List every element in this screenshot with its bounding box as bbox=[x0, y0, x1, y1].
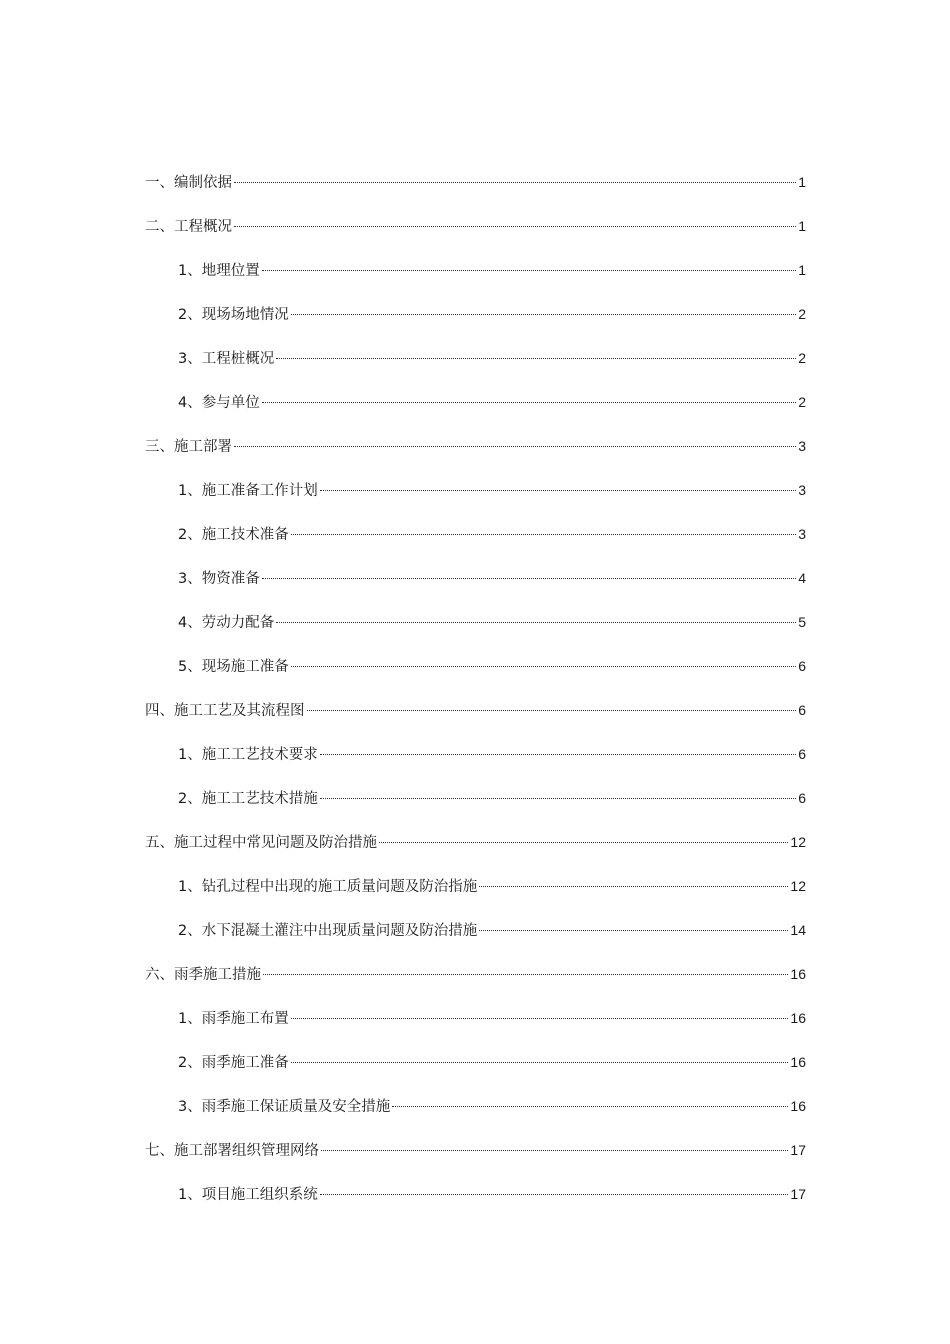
toc-entry[interactable] bbox=[145, 256, 806, 300]
toc-page-number: 2 bbox=[798, 306, 806, 322]
toc-entry[interactable] bbox=[145, 388, 806, 432]
toc-entry[interactable] bbox=[145, 564, 806, 608]
toc-entry-title: 七、施工部署组织管理网络 bbox=[145, 1143, 319, 1159]
toc-dot-leader bbox=[307, 710, 797, 711]
toc-dot-leader bbox=[291, 1062, 789, 1063]
toc-entry-title: 四、施工工艺及其流程图 bbox=[145, 703, 305, 719]
toc-entry[interactable] bbox=[145, 1136, 806, 1180]
toc-dot-leader bbox=[234, 226, 796, 227]
toc-dot-leader bbox=[479, 886, 788, 887]
toc-page-number: 5 bbox=[798, 614, 806, 630]
toc-page-number: 4 bbox=[798, 570, 806, 586]
toc-dot-leader bbox=[320, 1194, 789, 1195]
toc-entry[interactable] bbox=[145, 872, 806, 916]
toc-page-number: 2 bbox=[798, 350, 806, 366]
toc-entry-title: 三、施工部署 bbox=[145, 439, 232, 455]
toc-entry[interactable] bbox=[145, 344, 806, 388]
toc-page-number: 14 bbox=[790, 922, 806, 938]
toc-dot-leader bbox=[291, 1018, 789, 1019]
toc-entry-title: 2、水下混凝土灌注中出现质量问题及防治措施 bbox=[178, 923, 478, 939]
toc-entry[interactable] bbox=[145, 1180, 806, 1224]
toc-page-number: 16 bbox=[790, 1054, 806, 1070]
toc-page-number: 6 bbox=[798, 790, 806, 806]
toc-entry[interactable] bbox=[145, 740, 806, 784]
toc-page-number: 16 bbox=[790, 966, 806, 982]
toc-dot-leader bbox=[276, 622, 796, 623]
toc-entry[interactable] bbox=[145, 1004, 806, 1048]
toc-entry-title: 3、工程桩概况 bbox=[178, 351, 275, 367]
toc-dot-leader bbox=[320, 490, 796, 491]
toc-page-number: 3 bbox=[798, 526, 806, 542]
toc-dot-leader bbox=[234, 446, 796, 447]
toc-entry-title: 5、现场施工准备 bbox=[178, 659, 289, 675]
toc-dot-leader bbox=[262, 402, 796, 403]
toc-page-number: 6 bbox=[798, 746, 806, 762]
toc-page-number: 3 bbox=[798, 438, 806, 454]
toc-page-number: 12 bbox=[790, 878, 806, 894]
toc-entry-title: 2、雨季施工准备 bbox=[178, 1055, 289, 1071]
toc-entry-title: 2、施工技术准备 bbox=[178, 527, 289, 543]
toc-entry[interactable] bbox=[145, 168, 806, 212]
toc-dot-leader bbox=[379, 842, 788, 843]
toc-dot-leader bbox=[291, 666, 796, 667]
toc-page-number: 3 bbox=[798, 482, 806, 498]
toc-dot-leader bbox=[321, 1150, 788, 1151]
toc-entry-title: 1、项目施工组织系统 bbox=[178, 1187, 318, 1203]
toc-entry[interactable] bbox=[145, 960, 806, 1004]
toc-entry[interactable] bbox=[145, 1048, 806, 1092]
toc-page-number: 6 bbox=[798, 702, 806, 718]
toc-entry[interactable] bbox=[145, 652, 806, 696]
toc-dot-leader bbox=[234, 182, 796, 183]
toc-entry-title: 3、雨季施工保证质量及安全措施 bbox=[178, 1099, 391, 1115]
toc-dot-leader bbox=[262, 270, 796, 271]
toc-dot-leader bbox=[291, 314, 796, 315]
toc-page-number: 16 bbox=[790, 1010, 806, 1026]
toc-entry-title: 1、施工工艺技术要求 bbox=[178, 747, 318, 763]
toc-dot-leader bbox=[479, 930, 788, 931]
toc-entry[interactable] bbox=[145, 608, 806, 652]
toc-entry[interactable] bbox=[145, 784, 806, 828]
toc-entry-title: 3、物资准备 bbox=[178, 571, 260, 587]
toc-entry[interactable] bbox=[145, 300, 806, 344]
toc-entry[interactable] bbox=[145, 432, 806, 476]
toc-entry-title: 六、雨季施工措施 bbox=[145, 967, 261, 983]
toc-entry-title: 4、劳动力配备 bbox=[178, 615, 275, 631]
toc-entry-title: 2、施工工艺技术措施 bbox=[178, 791, 318, 807]
toc-entry[interactable] bbox=[145, 212, 806, 256]
toc-entry-title: 1、钻孔过程中出现的施工质量问题及防治指施 bbox=[178, 879, 478, 895]
toc-entry-title: 1、地理位置 bbox=[178, 263, 260, 279]
toc-page-number: 1 bbox=[798, 262, 806, 278]
toc-entry-title: 2、现场场地情况 bbox=[178, 307, 289, 323]
toc-page-number: 17 bbox=[790, 1142, 806, 1158]
toc-page-number: 12 bbox=[790, 834, 806, 850]
toc-dot-leader bbox=[262, 578, 796, 579]
toc-entry[interactable] bbox=[145, 696, 806, 740]
toc-entry[interactable] bbox=[145, 1092, 806, 1136]
toc-dot-leader bbox=[392, 1106, 788, 1107]
toc-entry-title: 二、工程概况 bbox=[145, 219, 232, 235]
toc-entry-title: 一、编制依据 bbox=[145, 175, 232, 191]
toc-entry-title: 1、施工准备工作计划 bbox=[178, 483, 318, 499]
toc-entry[interactable] bbox=[145, 828, 806, 872]
toc-dot-leader bbox=[320, 754, 796, 755]
toc-dot-leader bbox=[276, 358, 796, 359]
toc-entry-title: 1、雨季施工布置 bbox=[178, 1011, 289, 1027]
toc-dot-leader bbox=[263, 974, 788, 975]
toc-entry-title: 4、参与单位 bbox=[178, 395, 260, 411]
toc-dot-leader bbox=[320, 798, 796, 799]
toc-page-number: 16 bbox=[790, 1098, 806, 1114]
toc-page-number: 1 bbox=[798, 218, 806, 234]
toc-entry[interactable] bbox=[145, 476, 806, 520]
toc-entry-title: 五、施工过程中常见问题及防治措施 bbox=[145, 835, 377, 851]
toc-page-number: 17 bbox=[790, 1186, 806, 1202]
toc-page-number: 1 bbox=[798, 174, 806, 190]
toc-page-number: 2 bbox=[798, 394, 806, 410]
toc-entry[interactable] bbox=[145, 520, 806, 564]
toc-page-number: 6 bbox=[798, 658, 806, 674]
toc-entry[interactable] bbox=[145, 916, 806, 960]
table-of-contents bbox=[145, 168, 806, 1224]
toc-dot-leader bbox=[291, 534, 796, 535]
